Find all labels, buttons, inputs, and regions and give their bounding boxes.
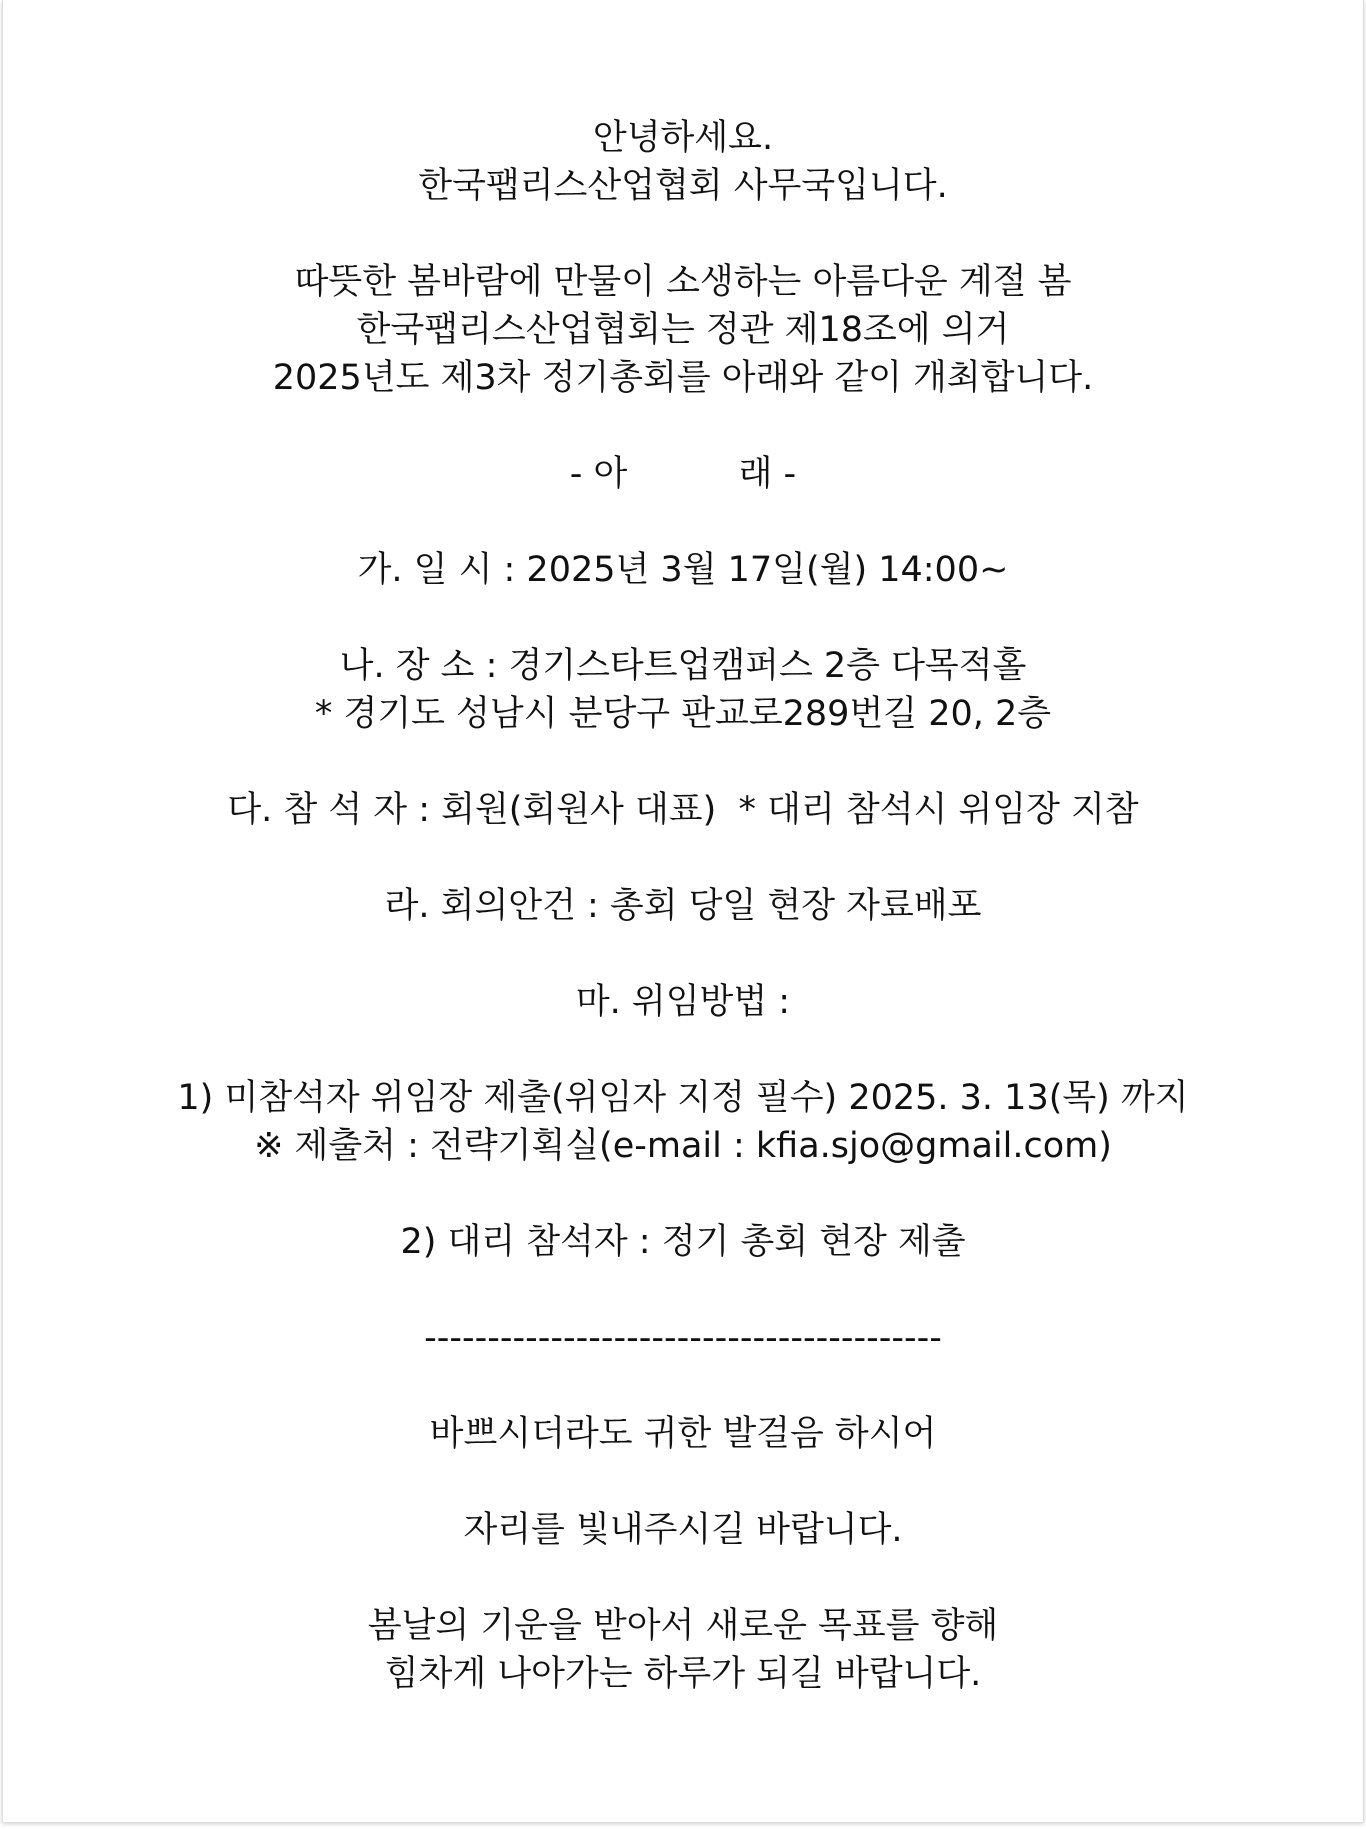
spacer <box>0 930 1366 978</box>
item-date: 가. 일 시 : 2025년 3월 17일(월) 14:00~ <box>357 550 1009 590</box>
spacer <box>0 594 1366 642</box>
intro-line-3: 2025년도 제3차 정기총회를 아래와 같이 개최합니다. <box>272 358 1094 398</box>
spacer <box>0 1266 1366 1314</box>
spacer <box>0 738 1366 786</box>
spacer <box>0 1458 1366 1506</box>
greeting-line: 안녕하세요. <box>592 118 774 158</box>
item-place: 나. 장 소 : 경기스타트업캠퍼스 2층 다목적홀 <box>339 646 1027 686</box>
proxy-step-1-note: ※ 제출처 : 전략기획실(e-mail : kfia.sjo@gmail.com) <box>254 1126 1112 1166</box>
closing-line-1: 바쁘시더라도 귀한 발걸음 하시어 <box>429 1414 937 1454</box>
intro-line-2: 한국팹리스산업협회는 정관 제18조에 의거 <box>356 310 1010 350</box>
proxy-step-2: 2) 대리 참석자 : 정기 총회 현장 제출 <box>400 1222 966 1262</box>
proxy-step-1: 1) 미참석자 위임장 제출(위임자 지정 필수) 2025. 3. 13(목) 까지 <box>177 1078 1189 1118</box>
spacer <box>0 1554 1366 1602</box>
notice-body <box>0 114 1366 1698</box>
spacer <box>0 1026 1366 1074</box>
item-proxy: 마. 위임방법 : <box>575 982 791 1022</box>
spacer <box>0 210 1366 258</box>
item-agenda: 라. 회의안건 : 총회 당일 현장 자료배포 <box>384 886 982 926</box>
closing-line-4: 힘차게 나아가는 하루가 되길 바랍니다. <box>384 1654 982 1694</box>
item-attendees: 다. 참 석 자 : 회원(회원사 대표) * 대리 참석시 위임장 지참 <box>227 790 1139 830</box>
spacer <box>0 498 1366 546</box>
closing-line-3: 봄날의 기운을 받아서 새로운 목표를 향해 <box>367 1606 999 1646</box>
spacer <box>0 1362 1366 1410</box>
sender-line: 한국팹리스산업협회 사무국입니다. <box>418 166 948 206</box>
intro-line-1: 따뜻한 봄바람에 만물이 소생하는 아름다운 계절 봄 <box>294 262 1072 302</box>
spacer <box>0 834 1366 882</box>
closing-line-2: 자리를 빛내주시길 바랍니다. <box>463 1510 903 1550</box>
spacer <box>0 1170 1366 1218</box>
section-heading: - 아 래 - <box>569 454 797 494</box>
spacer <box>0 402 1366 450</box>
divider: ----------------------------------------- <box>424 1318 942 1358</box>
item-place-address: * 경기도 성남시 분당구 판교로289번길 20, 2층 <box>314 694 1052 734</box>
